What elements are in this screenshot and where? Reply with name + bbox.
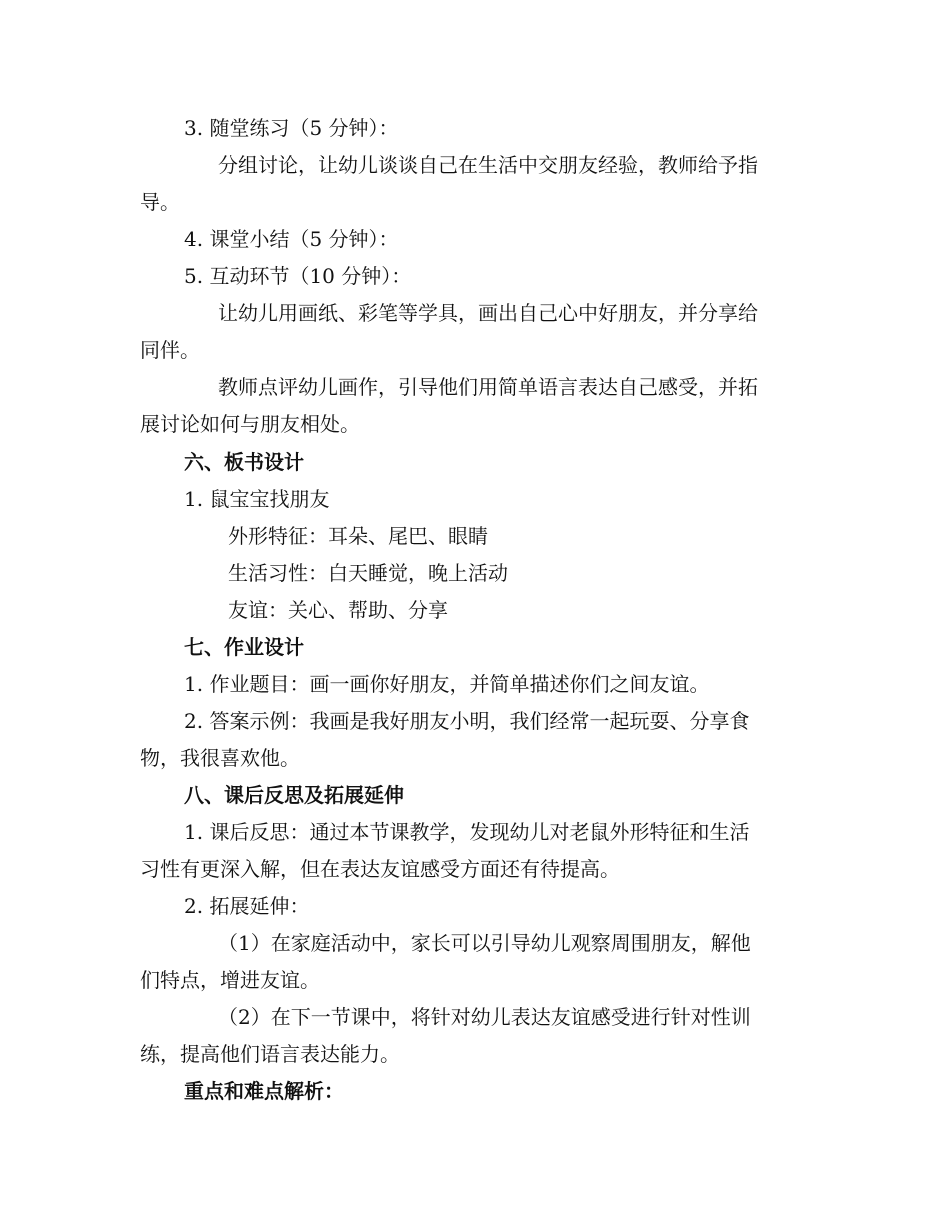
paragraph-line: （2）在下一节课中，将针对幼儿表达友谊感受进行针对性训 xyxy=(218,1005,751,1029)
list-item: 2. 答案示例：我画是我好朋友小明，我们经常一起玩耍、分享食 xyxy=(184,709,750,733)
paragraph-line: 让幼儿用画纸、彩笔等学具，画出自己心中好朋友，并分享给 xyxy=(218,301,758,325)
section-heading-key-points: 重点和难点解析： xyxy=(184,1079,344,1103)
paragraph-line: 同伴。 xyxy=(140,338,200,362)
item-4-heading: 4. 课堂小结（5 分钟）： xyxy=(184,227,399,251)
list-item: 2. 拓展延伸： xyxy=(184,894,310,918)
paragraph-line: 展讨论如何与朋友相处。 xyxy=(140,412,360,436)
section-heading-homework: 七、作业设计 xyxy=(184,635,304,659)
paragraph-line: 们特点，增进友谊。 xyxy=(140,968,320,992)
paragraph-line: 导。 xyxy=(140,190,180,214)
section-heading-blackboard: 六、板书设计 xyxy=(184,450,304,474)
item-3-heading: 3. 随堂练习（5 分钟）： xyxy=(184,116,399,140)
paragraph-line: （1）在家庭活动中，家长可以引导幼儿观察周围朋友，解他 xyxy=(218,931,751,955)
paragraph-line: 物，我很喜欢他。 xyxy=(140,746,300,770)
item-5-heading: 5. 互动环节（10 分钟）： xyxy=(184,264,412,288)
list-subitem: 友谊：关心、帮助、分享 xyxy=(228,598,448,622)
paragraph-line: 分组讨论，让幼儿谈谈自己在生活中交朋友经验，教师给予指 xyxy=(218,153,758,177)
list-subitem: 外形特征：耳朵、尾巴、眼睛 xyxy=(228,524,488,548)
section-heading-reflection: 八、课后反思及拓展延伸 xyxy=(184,783,404,807)
list-subitem: 生活习性：白天睡觉，晚上活动 xyxy=(228,561,508,585)
list-item: 1. 鼠宝宝找朋友 xyxy=(184,487,330,511)
paragraph-line: 教师点评幼儿画作，引导他们用简单语言表达自己感受，并拓 xyxy=(218,375,758,399)
paragraph-line: 练，提高他们语言表达能力。 xyxy=(140,1042,400,1066)
list-item: 1. 作业题目：画一画你好朋友，并简单描述你们之间友谊。 xyxy=(184,672,710,696)
list-item: 1. 课后反思：通过本节课教学，发现幼儿对老鼠外形特征和生活 xyxy=(184,820,750,844)
paragraph-line: 习性有更深入解，但在表达友谊感受方面还有待提高。 xyxy=(140,857,620,881)
